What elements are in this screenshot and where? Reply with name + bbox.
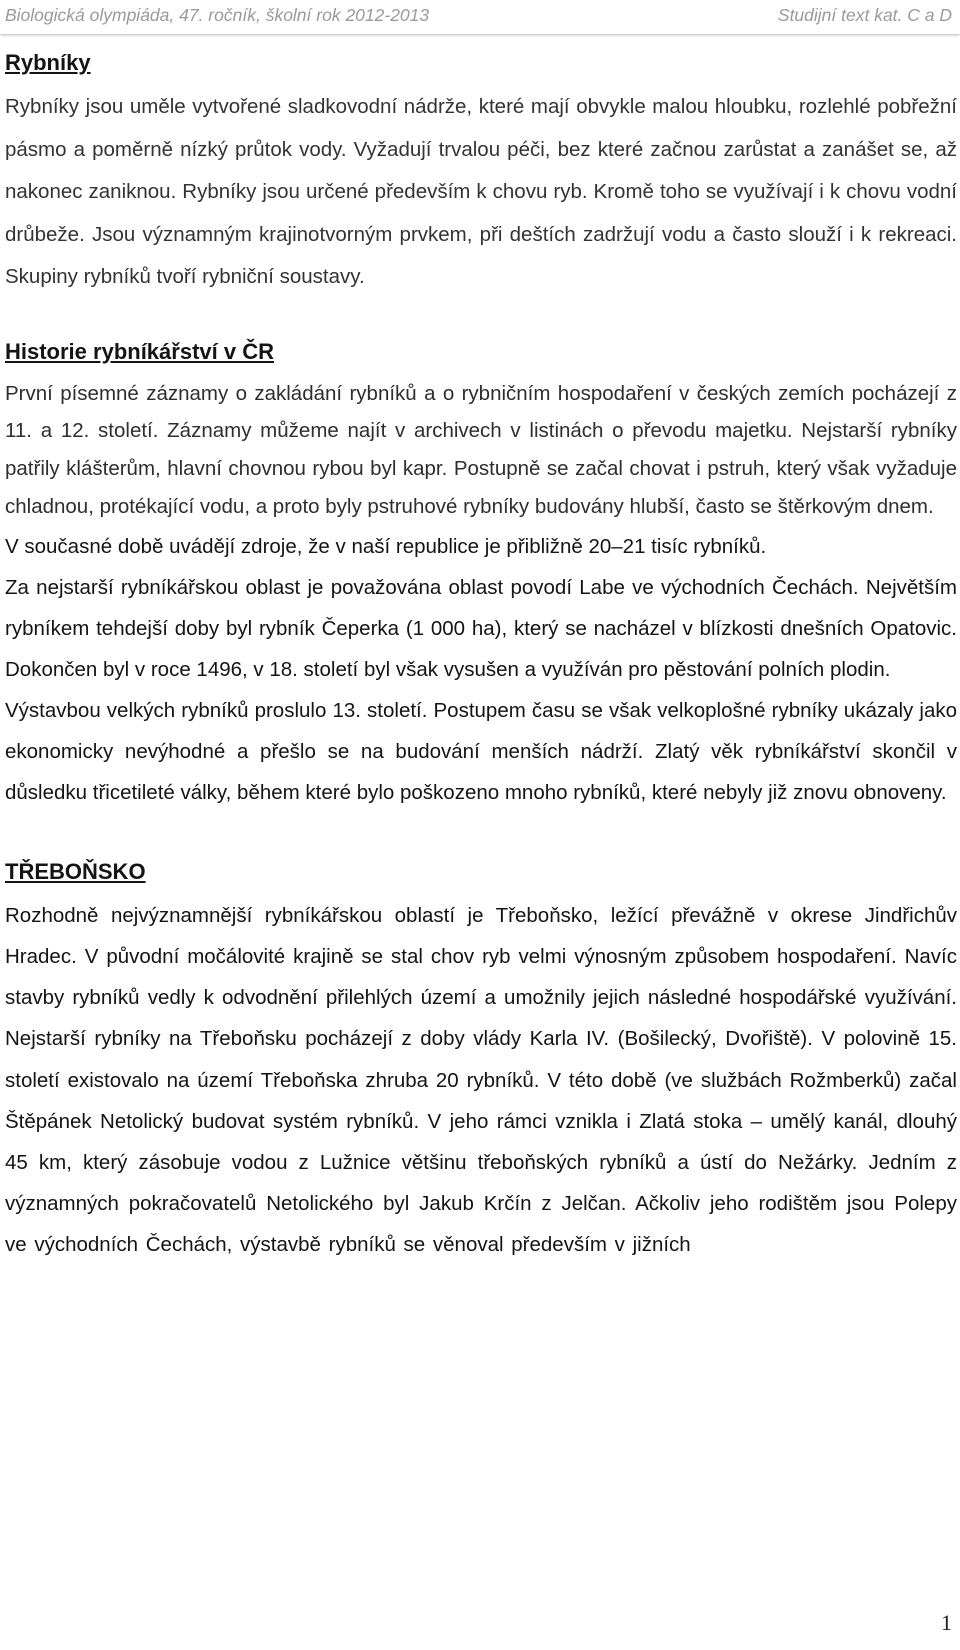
paragraph: Výstavbou velkých rybníků proslulo 13. století. Postupem času se však velkoplošné rybníky ukázaly jako ekonomicky nevýhodné a přešlo se na budování menších nádrží. Zlatý věk rybníkářství skončil v důsledku třicetileté války, během které bylo poškozeno mnoho rybníků, které nebyly již znovu obnoveny. — [5, 698, 957, 804]
paragraph: V současné době uvádějí zdroje, že v naší republice je přibližně 20–21 tisíc rybníků. — [5, 534, 767, 558]
section-historie — [5, 337, 957, 813]
header-category: Studijní text kat. C a D — [777, 5, 952, 25]
section-rybniky — [5, 48, 957, 299]
paragraph: Rybníky jsou uměle vytvořené sladkovodní nádrže, které mají obvykle malou hloubku, rozlehlé pobřežní pásmo a poměrně nízký průtok vody. Vyžadují trvalou péči, bez které začnou zarůstat a zanášet se, až nakonec zaniknou. Rybníky jsou určené především k chovu ryb. Kromě toho se využívají i k chovu vodní drůbeže. Jsou významným krajinotvorným prvkem, při deštích zadržují vodu a často slouží i k rekreaci. Skupiny rybníků tvoří rybniční soustavy. — [5, 95, 957, 288]
section-heading-trebonsko: TŘEBOŇSKO — [5, 858, 146, 884]
page-number: 1 — [941, 1610, 952, 1635]
header-title: Biologická olympiáda, 47. ročník, školní rok 2012-2013 — [5, 5, 430, 25]
paragraph: Za nejstarší rybníkářskou oblast je považována oblast povodí Labe ve východních Čechách. Největším rybníkem tehdejší doby byl rybník Čeperka (1 000 ha), který se nacházel v blízkosti dnešních Opatovic. Dokončen byl v roce 1496, v 18. století byl však vysušen a využíván pro pěstování polních plodin. — [5, 575, 957, 681]
paragraph: Rozhodně nejvýznamnější rybníkářskou oblastí je Třeboňsko, ležící převážně v okrese Jindřichův Hradec. V původní močálovité krajině se stal chov ryb velmi výnosným způsobem hospodaření. Navíc stavby rybníků vedly k odvodnění přilehlých území a umožnily jejich následné hospodářské využívání. Nejstarší rybníky na Třeboňsku pocházejí z doby vlády Karla IV. (Bošilecký, Dvořiště). V polovině 15. století existovalo na území Třeboňska zhruba 20 rybníků. V této době (ve službách Rožmberků) začal Štěpánek Netolický budovat systém rybníků. V jeho rámci vznikla i Zlatá stoka – umělý kanál, dlouhý 45 km, který zásobuje vodou z Lužnice většinu třeboňských rybníků a ústí do Nežárky. Jedním z významných pokračovatelů Netolického byl Jakub Krčín z Jelčan. Ačkoliv jeho rodištěm jsou Polepy ve východních Čechách, výstavbě rybníků se věnoval především v jižních — [5, 903, 957, 1257]
section-heading-historie: Historie rybníkářství v ČR — [5, 338, 274, 364]
section-heading-rybniky: Rybníky — [5, 50, 91, 75]
paragraph: První písemné záznamy o zakládání rybníků a o rybničním hospodaření v českých zemích pocházejí z 11. a 12. století. Záznamy můžeme najít v archivech v listinách o převodu majetku. Nejstarší rybníky patřily klášterům, hlavní chovnou rybou byl kapr. Postupně se začal chovat i pstruh, který však vyžaduje chladnou, protékající vodu, a proto byly pstruhové rybníky budovány hlubší, často se štěrkovým dnem. — [5, 381, 957, 518]
page-header — [0, 0, 960, 34]
section-trebonsko — [5, 857, 957, 1266]
document-body — [5, 48, 957, 1266]
